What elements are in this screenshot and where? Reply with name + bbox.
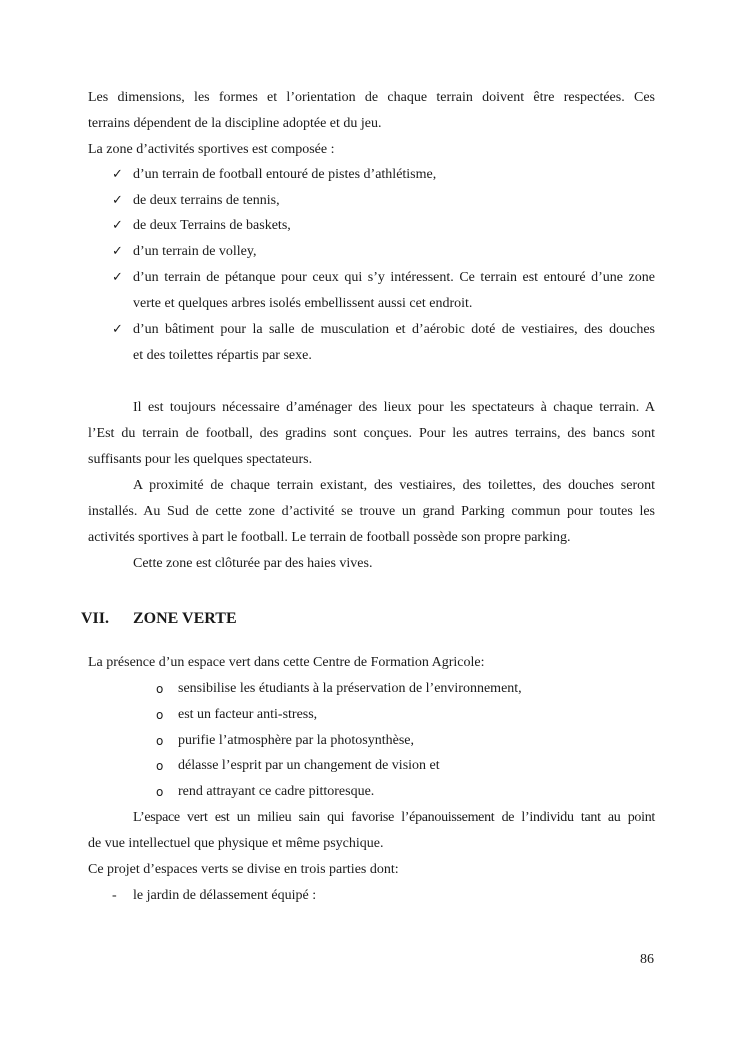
green-item-photosynthesis: purifie l’atmosphère par la photosynthèse, <box>178 733 414 748</box>
facilities-line-3: activités sportives à part le football. Le terrain de football possède son propre parking. <box>88 530 571 545</box>
green-item-relax: délasse l’esprit par un changement de vision et <box>178 758 440 773</box>
green-intro: La présence d’un espace vert dans cette Centre de Formation Agricole: <box>88 655 485 670</box>
section-number: VII. <box>81 610 110 627</box>
paragraph-dimensions-line-1: Les dimensions, les formes et l’orientation de chaque terrain doivent être respectées. Ces <box>88 90 655 105</box>
project-item-garden: le jardin de délassement équipé : <box>133 888 317 903</box>
page-number: 86 <box>640 952 654 967</box>
spectators-line-1: Il est toujours nécessaire d’aménager des lieux pour les spectateurs à chaque terrain. A <box>133 400 655 415</box>
green-space-line-2: de vue intellectuel que physique et même psychique. <box>88 836 384 851</box>
list-item-gym-cont: et des toilettes répartis par sexe. <box>133 348 312 363</box>
green-item-picturesque: rend attrayant ce cadre pittoresque. <box>178 784 375 799</box>
list-item-football: d’un terrain de football entouré de pistes d’athlétisme, <box>133 167 437 182</box>
circle-bullet-icon: o <box>156 785 164 799</box>
check-icon: ✓ <box>112 270 123 285</box>
fence-sentence: Cette zone est clôturée par des haies vives. <box>133 556 373 571</box>
facilities-line-2: installés. Au Sud de cette zone d’activité se trouve un grand Parking commun pour toutes les <box>88 504 655 519</box>
list-item-petanque-cont: verte et quelques arbres isolés embellissent aussi cet endroit. <box>133 296 473 311</box>
paragraph-dimensions-line-2: terrains dépendent de la discipline adoptée et du jeu. <box>88 116 382 131</box>
list-item-basket: de deux Terrains de baskets, <box>133 218 291 233</box>
green-space-line-1: L’espace vert est un milieu sain qui favorise l’épanouissement de l’individu tant au point <box>133 810 655 825</box>
circle-bullet-icon: o <box>156 708 164 722</box>
green-item-antistress: est un facteur anti-stress, <box>178 707 318 722</box>
sports-zone-intro: La zone d’activités sportives est composée : <box>88 142 335 157</box>
check-icon: ✓ <box>112 218 123 233</box>
circle-bullet-icon: o <box>156 759 164 773</box>
list-item-volley: d’un terrain de volley, <box>133 244 257 259</box>
check-icon: ✓ <box>112 193 123 208</box>
dash-bullet-icon: - <box>112 888 117 903</box>
list-item-gym: d’un bâtiment pour la salle de musculation et d’aérobic doté de vestiaires, des douches <box>133 322 655 337</box>
project-intro: Ce projet d’espaces verts se divise en trois parties dont: <box>88 862 399 877</box>
check-icon: ✓ <box>112 244 123 259</box>
circle-bullet-icon: o <box>156 734 164 748</box>
list-item-petanque: d’un terrain de pétanque pour ceux qui s’y intéressent. Ce terrain est entouré d’une zone <box>133 270 655 285</box>
facilities-line-1: A proximité de chaque terrain existant, des vestiaires, des toilettes, des douches seront <box>133 478 655 493</box>
green-item-environment: sensibilise les étudiants à la préservation de l’environnement, <box>178 681 522 696</box>
check-icon: ✓ <box>112 167 123 182</box>
spectators-line-2: l’Est du terrain de football, des gradins sont conçues. Pour les autres terrains, des bancs sont <box>88 426 655 441</box>
section-title: ZONE VERTE <box>133 610 237 627</box>
check-icon: ✓ <box>112 322 123 337</box>
spectators-line-3: suffisants pour les quelques spectateurs. <box>88 452 313 467</box>
circle-bullet-icon: o <box>156 682 164 696</box>
list-item-tennis: de deux terrains de tennis, <box>133 193 280 208</box>
